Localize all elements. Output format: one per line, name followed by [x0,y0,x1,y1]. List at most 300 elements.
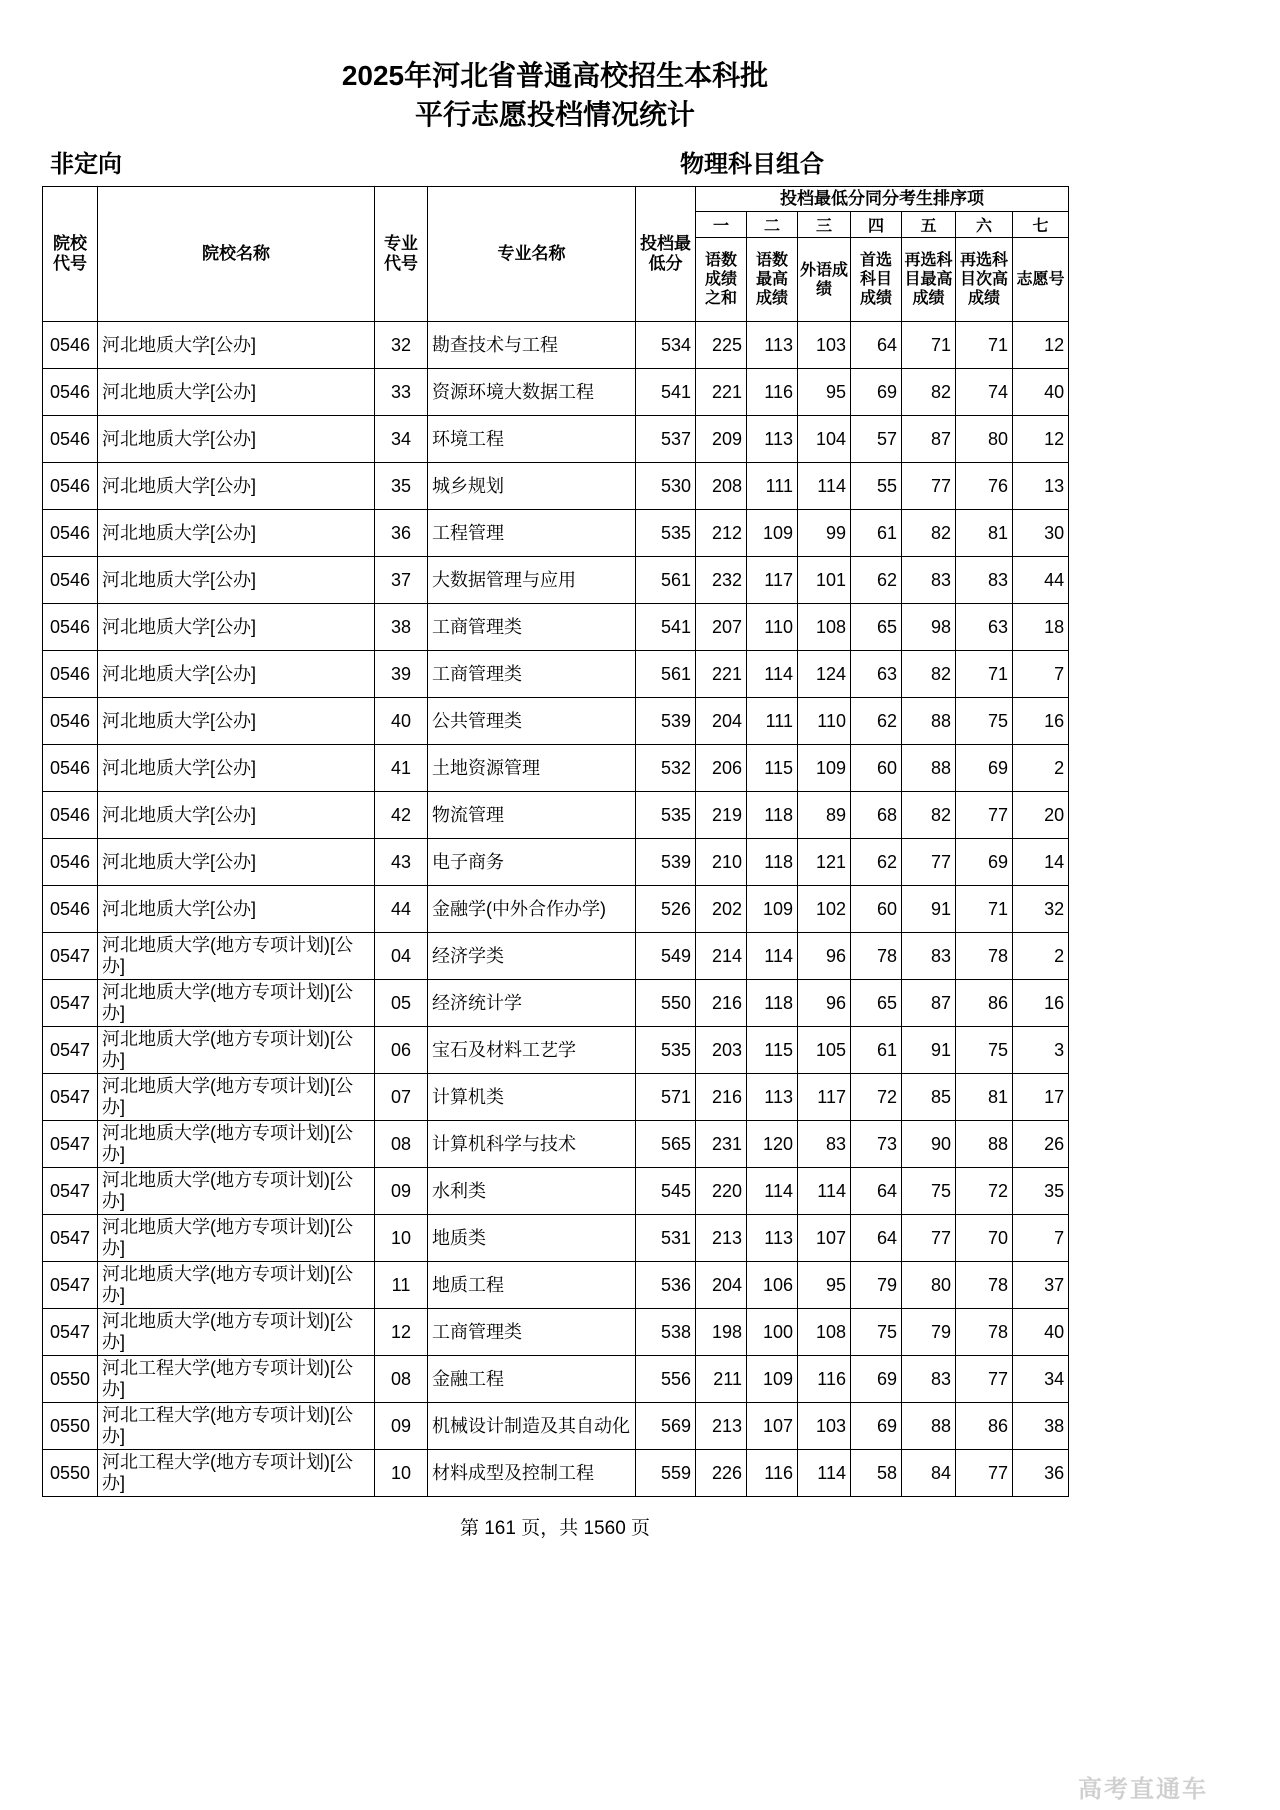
reselect-second-cell: 86 [956,980,1013,1027]
primary-subject-cell: 73 [851,1121,902,1168]
col-header-college-name: 院校名称 [98,187,375,322]
major-code-cell: 11 [375,1262,428,1309]
foreign-lang-cell: 108 [798,604,851,651]
major-name-cell: 地质类 [428,1215,636,1262]
college-code-cell: 0550 [43,1450,98,1497]
preference-number-cell: 36 [1013,1450,1069,1497]
primary-subject-cell: 62 [851,557,902,604]
college-name-cell: 河北地质大学(地方专项计划)[公办] [98,1262,375,1309]
reselect-highest-cell: 87 [902,416,956,463]
college-name-cell: 河北地质大学[公办] [98,416,375,463]
max-cn-math-cell: 118 [747,792,798,839]
college-name-cell: 河北地质大学[公办] [98,557,375,604]
preference-number-cell: 35 [1013,1168,1069,1215]
college-name-cell: 河北地质大学(地方专项计划)[公办] [98,1074,375,1121]
primary-subject-cell: 64 [851,1215,902,1262]
min-score-cell: 549 [636,933,696,980]
primary-subject-cell: 61 [851,510,902,557]
college-name-cell: 河北地质大学[公办] [98,745,375,792]
max-cn-math-cell: 118 [747,839,798,886]
primary-subject-cell: 64 [851,322,902,369]
major-name-cell: 勘查技术与工程 [428,322,636,369]
college-name-cell: 河北地质大学[公办] [98,698,375,745]
rank-col-5-label: 再选科目最高成绩 [902,238,956,322]
reselect-second-cell: 78 [956,1262,1013,1309]
reselect-highest-cell: 75 [902,1168,956,1215]
college-code-cell: 0546 [43,557,98,604]
min-score-cell: 541 [636,604,696,651]
preference-number-cell: 3 [1013,1027,1069,1074]
preference-number-cell: 34 [1013,1356,1069,1403]
reselect-second-cell: 71 [956,886,1013,933]
reselect-second-cell: 76 [956,463,1013,510]
major-name-cell: 宝石及材料工艺学 [428,1027,636,1074]
college-code-cell: 0546 [43,839,98,886]
major-name-cell: 大数据管理与应用 [428,557,636,604]
college-name-cell: 河北工程大学(地方专项计划)[公办] [98,1450,375,1497]
page-subtitle: 平行志愿投档情况统计 [414,99,695,130]
primary-subject-cell: 69 [851,1356,902,1403]
reselect-second-cell: 75 [956,1027,1013,1074]
max-cn-math-cell: 116 [747,1450,798,1497]
preference-number-cell: 12 [1013,322,1069,369]
sum-cn-math-cell: 204 [696,1262,747,1309]
reselect-highest-cell: 82 [902,651,956,698]
rank-col-6-label: 再选科目次高成绩 [956,238,1013,322]
max-cn-math-cell: 115 [747,745,798,792]
primary-subject-cell: 78 [851,933,902,980]
col-header-major-name: 专业名称 [428,187,636,322]
rank-col-2-label: 语数最高成绩 [747,238,798,322]
reselect-highest-cell: 84 [902,1450,956,1497]
table-row [43,604,1069,651]
preference-number-cell: 38 [1013,1403,1069,1450]
primary-subject-cell: 65 [851,980,902,1027]
reselect-second-cell: 74 [956,369,1013,416]
major-code-cell: 37 [375,557,428,604]
major-name-cell: 公共管理类 [428,698,636,745]
reselect-second-cell: 69 [956,839,1013,886]
min-score-cell: 536 [636,1262,696,1309]
sum-cn-math-cell: 209 [696,416,747,463]
major-code-cell: 05 [375,980,428,1027]
max-cn-math-cell: 113 [747,1074,798,1121]
sum-cn-math-cell: 216 [696,1074,747,1121]
college-name-cell: 河北地质大学[公办] [98,839,375,886]
college-code-cell: 0546 [43,698,98,745]
college-code-cell: 0546 [43,369,98,416]
reselect-highest-cell: 82 [902,792,956,839]
foreign-lang-cell: 103 [798,322,851,369]
sum-cn-math-cell: 203 [696,1027,747,1074]
reselect-highest-cell: 82 [902,510,956,557]
section-labels [42,144,1068,178]
reselect-second-cell: 72 [956,1168,1013,1215]
sum-cn-math-cell: 216 [696,980,747,1027]
college-code-cell: 0546 [43,416,98,463]
major-name-cell: 工商管理类 [428,604,636,651]
table-body [43,322,1069,1497]
sum-cn-math-cell: 232 [696,557,747,604]
major-code-cell: 40 [375,698,428,745]
reselect-highest-cell: 71 [902,322,956,369]
foreign-lang-cell: 89 [798,792,851,839]
foreign-lang-cell: 95 [798,1262,851,1309]
table-row [43,1309,1069,1356]
major-name-cell: 资源环境大数据工程 [428,369,636,416]
reselect-second-cell: 78 [956,1309,1013,1356]
primary-subject-cell: 58 [851,1450,902,1497]
foreign-lang-cell: 102 [798,886,851,933]
max-cn-math-cell: 116 [747,369,798,416]
preference-number-cell: 16 [1013,980,1069,1027]
table-row [43,1074,1069,1121]
max-cn-math-cell: 100 [747,1309,798,1356]
major-code-cell: 10 [375,1215,428,1262]
preference-number-cell: 44 [1013,557,1069,604]
table-row [43,839,1069,886]
foreign-lang-cell: 104 [798,416,851,463]
college-code-cell: 0546 [43,745,98,792]
primary-subject-cell: 63 [851,651,902,698]
major-name-cell: 材料成型及控制工程 [428,1450,636,1497]
major-code-cell: 09 [375,1403,428,1450]
table-row [43,651,1069,698]
min-score-cell: 539 [636,698,696,745]
college-name-cell: 河北地质大学(地方专项计划)[公办] [98,1309,375,1356]
min-score-cell: 550 [636,980,696,1027]
rank-col-4-label: 首选科目成绩 [851,238,902,322]
page-title: 2025年河北省普通高校招生本科批 [341,60,769,91]
min-score-cell: 561 [636,557,696,604]
college-name-cell: 河北地质大学(地方专项计划)[公办] [98,1168,375,1215]
primary-subject-cell: 57 [851,416,902,463]
reselect-second-cell: 83 [956,557,1013,604]
reselect-second-cell: 81 [956,510,1013,557]
foreign-lang-cell: 116 [798,1356,851,1403]
preference-number-cell: 30 [1013,510,1069,557]
rank-col-3-num: 三 [798,212,851,238]
major-code-cell: 39 [375,651,428,698]
rank-col-7-num: 七 [1013,212,1069,238]
preference-number-cell: 12 [1013,416,1069,463]
min-score-cell: 534 [636,322,696,369]
sum-cn-math-cell: 202 [696,886,747,933]
college-code-cell: 0550 [43,1356,98,1403]
sum-cn-math-cell: 198 [696,1309,747,1356]
min-score-cell: 535 [636,510,696,557]
primary-subject-cell: 62 [851,698,902,745]
orientation-label: 非定向 [50,151,122,178]
major-name-cell: 工程管理 [428,510,636,557]
sum-cn-math-cell: 208 [696,463,747,510]
major-name-cell: 电子商务 [428,839,636,886]
reselect-highest-cell: 91 [902,1027,956,1074]
sum-cn-math-cell: 214 [696,933,747,980]
min-score-cell: 541 [636,369,696,416]
table-row [43,322,1069,369]
major-code-cell: 43 [375,839,428,886]
foreign-lang-cell: 95 [798,369,851,416]
admission-table [42,186,1069,1497]
college-name-cell: 河北工程大学(地方专项计划)[公办] [98,1356,375,1403]
table-row [43,1356,1069,1403]
table-row [43,745,1069,792]
max-cn-math-cell: 110 [747,604,798,651]
college-code-cell: 0547 [43,1262,98,1309]
major-code-cell: 36 [375,510,428,557]
reselect-second-cell: 88 [956,1121,1013,1168]
max-cn-math-cell: 111 [747,463,798,510]
college-code-cell: 0546 [43,463,98,510]
major-name-cell: 金融工程 [428,1356,636,1403]
college-code-cell: 0547 [43,1309,98,1356]
major-code-cell: 06 [375,1027,428,1074]
reselect-highest-cell: 83 [902,1356,956,1403]
college-name-cell: 河北工程大学(地方专项计划)[公办] [98,1403,375,1450]
max-cn-math-cell: 109 [747,1356,798,1403]
major-name-cell: 计算机科学与技术 [428,1121,636,1168]
max-cn-math-cell: 113 [747,322,798,369]
preference-number-cell: 40 [1013,369,1069,416]
major-code-cell: 08 [375,1121,428,1168]
reselect-second-cell: 71 [956,322,1013,369]
table-row [43,792,1069,839]
reselect-second-cell: 77 [956,1356,1013,1403]
reselect-highest-cell: 80 [902,1262,956,1309]
major-code-cell: 35 [375,463,428,510]
major-name-cell: 金融学(中外合作办学) [428,886,636,933]
rank-col-5-num: 五 [902,212,956,238]
min-score-cell: 531 [636,1215,696,1262]
major-code-cell: 08 [375,1356,428,1403]
college-name-cell: 河北地质大学(地方专项计划)[公办] [98,933,375,980]
table-row [43,1403,1069,1450]
page-content [42,0,1068,1540]
max-cn-math-cell: 114 [747,651,798,698]
table-row [43,510,1069,557]
min-score-cell: 539 [636,839,696,886]
foreign-lang-cell: 108 [798,1309,851,1356]
rank-col-4-num: 四 [851,212,902,238]
primary-subject-cell: 62 [851,839,902,886]
college-name-cell: 河北地质大学(地方专项计划)[公办] [98,1027,375,1074]
foreign-lang-cell: 121 [798,839,851,886]
page-number: 第 161 页，共 1560 页 [459,1518,651,1539]
sum-cn-math-cell: 213 [696,1215,747,1262]
primary-subject-cell: 60 [851,886,902,933]
table-row [43,1121,1069,1168]
sum-cn-math-cell: 210 [696,839,747,886]
foreign-lang-cell: 114 [798,1168,851,1215]
min-score-cell: 545 [636,1168,696,1215]
max-cn-math-cell: 111 [747,698,798,745]
max-cn-math-cell: 120 [747,1121,798,1168]
primary-subject-cell: 72 [851,1074,902,1121]
tiebreak-group-header: 投档最低分同分考生排序项 [696,187,1069,212]
max-cn-math-cell: 113 [747,1215,798,1262]
reselect-second-cell: 75 [956,698,1013,745]
foreign-lang-cell: 99 [798,510,851,557]
reselect-highest-cell: 85 [902,1074,956,1121]
table-row [43,886,1069,933]
rank-col-6-num: 六 [956,212,1013,238]
reselect-highest-cell: 79 [902,1309,956,1356]
rank-col-1-num: 一 [696,212,747,238]
min-score-cell: 535 [636,792,696,839]
watermark-logo: 高考直通车 [1078,1776,1208,1803]
college-code-cell: 0546 [43,792,98,839]
sum-cn-math-cell: 213 [696,1403,747,1450]
college-name-cell: 河北地质大学[公办] [98,604,375,651]
foreign-lang-cell: 117 [798,1074,851,1121]
major-code-cell: 12 [375,1309,428,1356]
reselect-second-cell: 77 [956,1450,1013,1497]
table-row [43,557,1069,604]
preference-number-cell: 32 [1013,886,1069,933]
table-row [43,1450,1069,1497]
table-row [43,1262,1069,1309]
max-cn-math-cell: 109 [747,886,798,933]
subject-combination-label: 物理科目组合 [680,151,824,178]
table-row [43,463,1069,510]
sum-cn-math-cell: 220 [696,1168,747,1215]
foreign-lang-cell: 105 [798,1027,851,1074]
college-name-cell: 河北地质大学(地方专项计划)[公办] [98,1215,375,1262]
reselect-second-cell: 78 [956,933,1013,980]
sum-cn-math-cell: 219 [696,792,747,839]
rank-col-3-label: 外语成绩 [798,238,851,322]
college-name-cell: 河北地质大学[公办] [98,651,375,698]
college-name-cell: 河北地质大学[公办] [98,369,375,416]
primary-subject-cell: 75 [851,1309,902,1356]
sum-cn-math-cell: 211 [696,1356,747,1403]
college-name-cell: 河北地质大学[公办] [98,886,375,933]
foreign-lang-cell: 101 [798,557,851,604]
reselect-second-cell: 77 [956,792,1013,839]
min-score-cell: 571 [636,1074,696,1121]
major-name-cell: 土地资源管理 [428,745,636,792]
min-score-cell: 561 [636,651,696,698]
major-name-cell: 环境工程 [428,416,636,463]
max-cn-math-cell: 114 [747,1168,798,1215]
major-code-cell: 04 [375,933,428,980]
foreign-lang-cell: 103 [798,1403,851,1450]
foreign-lang-cell: 114 [798,1450,851,1497]
major-code-cell: 33 [375,369,428,416]
col-header-college-code: 院校代号 [43,187,98,322]
college-code-cell: 0546 [43,604,98,651]
max-cn-math-cell: 106 [747,1262,798,1309]
reselect-second-cell: 81 [956,1074,1013,1121]
primary-subject-cell: 61 [851,1027,902,1074]
max-cn-math-cell: 107 [747,1403,798,1450]
reselect-highest-cell: 82 [902,369,956,416]
max-cn-math-cell: 117 [747,557,798,604]
col-header-major-code: 专业代号 [375,187,428,322]
sum-cn-math-cell: 225 [696,322,747,369]
reselect-highest-cell: 88 [902,745,956,792]
major-code-cell: 10 [375,1450,428,1497]
college-name-cell: 河北地质大学[公办] [98,510,375,557]
sum-cn-math-cell: 207 [696,604,747,651]
primary-subject-cell: 69 [851,1403,902,1450]
max-cn-math-cell: 118 [747,980,798,1027]
preference-number-cell: 40 [1013,1309,1069,1356]
preference-number-cell: 2 [1013,745,1069,792]
sum-cn-math-cell: 221 [696,369,747,416]
college-name-cell: 河北地质大学(地方专项计划)[公办] [98,980,375,1027]
rank-col-1-label: 语数成绩之和 [696,238,747,322]
major-name-cell: 城乡规划 [428,463,636,510]
foreign-lang-cell: 96 [798,933,851,980]
min-score-cell: 569 [636,1403,696,1450]
major-name-cell: 地质工程 [428,1262,636,1309]
max-cn-math-cell: 114 [747,933,798,980]
table-row [43,1168,1069,1215]
preference-number-cell: 37 [1013,1262,1069,1309]
reselect-highest-cell: 98 [902,604,956,651]
min-score-cell: 535 [636,1027,696,1074]
sum-cn-math-cell: 231 [696,1121,747,1168]
college-name-cell: 河北地质大学[公办] [98,463,375,510]
primary-subject-cell: 65 [851,604,902,651]
preference-number-cell: 7 [1013,651,1069,698]
major-name-cell: 机械设计制造及其自动化 [428,1403,636,1450]
major-code-cell: 38 [375,604,428,651]
reselect-highest-cell: 87 [902,980,956,1027]
sum-cn-math-cell: 212 [696,510,747,557]
preference-number-cell: 26 [1013,1121,1069,1168]
min-score-cell: 530 [636,463,696,510]
table-row [43,980,1069,1027]
reselect-highest-cell: 83 [902,557,956,604]
max-cn-math-cell: 113 [747,416,798,463]
reselect-second-cell: 70 [956,1215,1013,1262]
preference-number-cell: 13 [1013,463,1069,510]
preference-number-cell: 17 [1013,1074,1069,1121]
reselect-second-cell: 80 [956,416,1013,463]
major-code-cell: 32 [375,322,428,369]
min-score-cell: 538 [636,1309,696,1356]
reselect-highest-cell: 77 [902,839,956,886]
table-row [43,1215,1069,1262]
college-code-cell: 0546 [43,322,98,369]
primary-subject-cell: 64 [851,1168,902,1215]
min-score-cell: 526 [636,886,696,933]
college-name-cell: 河北地质大学[公办] [98,792,375,839]
foreign-lang-cell: 107 [798,1215,851,1262]
sum-cn-math-cell: 204 [696,698,747,745]
major-name-cell: 计算机类 [428,1074,636,1121]
college-name-cell: 河北地质大学[公办] [98,322,375,369]
reselect-highest-cell: 90 [902,1121,956,1168]
table-row [43,698,1069,745]
sum-cn-math-cell: 206 [696,745,747,792]
primary-subject-cell: 60 [851,745,902,792]
major-code-cell: 09 [375,1168,428,1215]
college-code-cell: 0546 [43,886,98,933]
college-code-cell: 0547 [43,1168,98,1215]
table-row [43,369,1069,416]
foreign-lang-cell: 110 [798,698,851,745]
major-name-cell: 工商管理类 [428,651,636,698]
preference-number-cell: 2 [1013,933,1069,980]
preference-number-cell: 18 [1013,604,1069,651]
college-code-cell: 0547 [43,1027,98,1074]
college-code-cell: 0547 [43,1121,98,1168]
col-header-min-score: 投档最低分 [636,187,696,322]
